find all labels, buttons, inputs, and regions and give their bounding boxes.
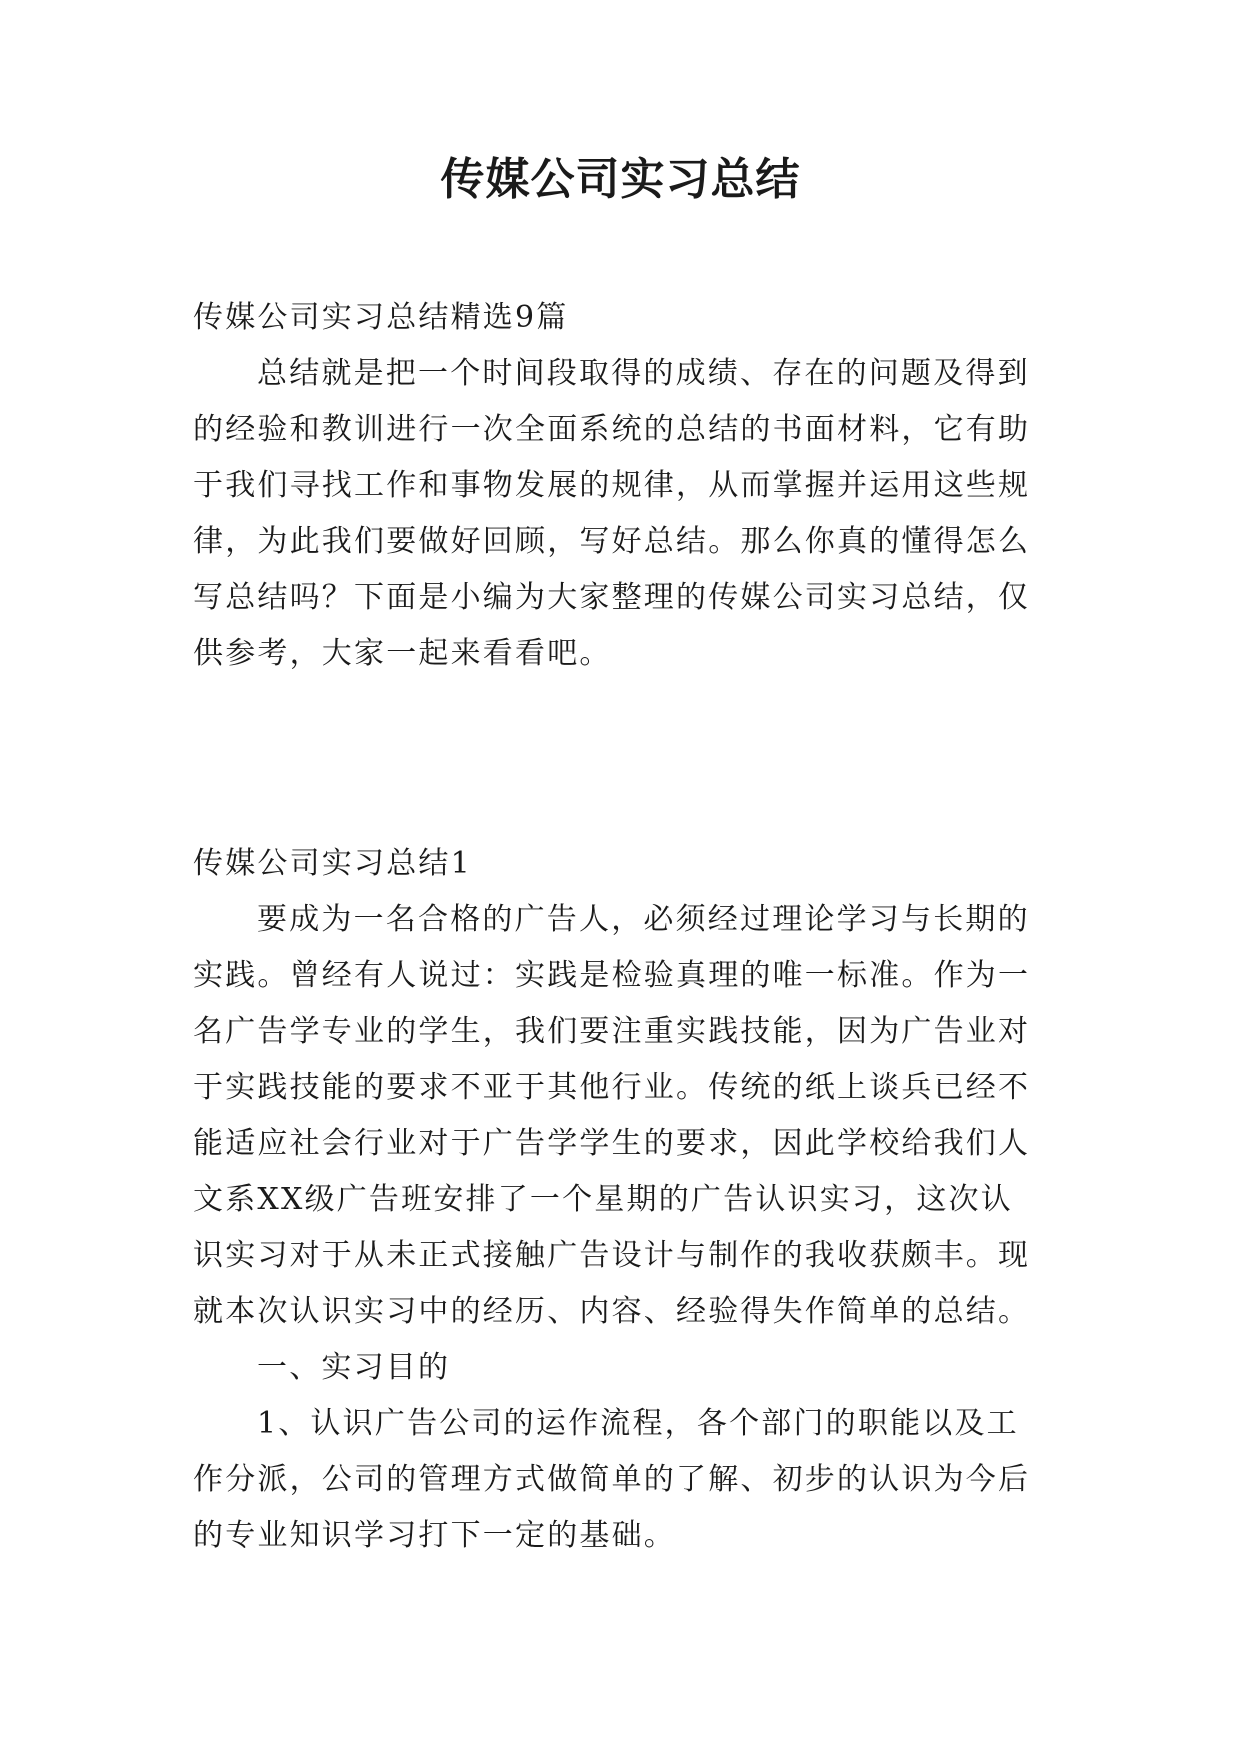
paragraph-line: 实践。曾经有人说过：实践是检验真理的唯一标准。作为一 (193, 958, 1031, 993)
intro-paragraph (193, 346, 1053, 682)
subtitle: 传媒公司实习总结精选9篇 (193, 300, 569, 335)
intro-line: 的经验和教训进行一次全面系统的总结的书面材料，它有助 (193, 412, 1031, 447)
paragraph-line: 名广告学专业的学生，我们要注重实践技能，因为广告业对 (193, 1014, 1031, 1049)
document-body (193, 290, 1053, 1564)
paragraph-line: 就本次认识实习中的经历、内容、经验得失作简单的总结。 (193, 1294, 1031, 1329)
paragraph-line: 识实习对于从未正式接触广告设计与制作的我收获颇丰。现 (193, 1238, 1031, 1273)
paragraph-line: 文系XX级广告班安排了一个星期的广告认识实习，这次认 (193, 1182, 1013, 1217)
section-paragraph (193, 892, 1053, 1340)
section-heading: 传媒公司实习总结1 (193, 846, 472, 881)
intro-line: 律，为此我们要做好回顾，写好总结。那么你真的懂得怎么 (193, 524, 1031, 559)
intro-line: 于我们寻找工作和事物发展的规律，从而掌握并运用这些规 (193, 468, 1031, 503)
paragraph-line: 的专业知识学习打下一定的基础。 (193, 1518, 676, 1553)
paragraph-line: 能适应社会行业对于广告学学生的要求，因此学校给我们人 (193, 1126, 1031, 1161)
paragraph-line: 于实践技能的要求不亚于其他行业。传统的纸上谈兵已经不 (193, 1070, 1031, 1105)
intro-line: 总结就是把一个时间段取得的成绩、存在的问题及得到 (257, 356, 1030, 391)
document-title: 传媒公司实习总结 (440, 154, 801, 205)
paragraph-line: 要成为一名合格的广告人，必须经过理论学习与长期的 (257, 902, 1030, 937)
purpose-paragraph (193, 1396, 1053, 1564)
intro-line: 写总结吗？下面是小编为大家整理的传媒公司实习总结，仅 (193, 580, 1031, 615)
paragraph-line: 1、认识广告公司的运作流程，各个部门的职能以及工 (257, 1406, 1019, 1441)
section-spacer (193, 682, 1053, 836)
purpose-heading: 一、实习目的 (257, 1350, 451, 1385)
paragraph-line: 作分派，公司的管理方式做简单的了解、初步的认识为今后 (193, 1462, 1031, 1497)
intro-line: 供参考，大家一起来看看吧。 (193, 636, 612, 671)
